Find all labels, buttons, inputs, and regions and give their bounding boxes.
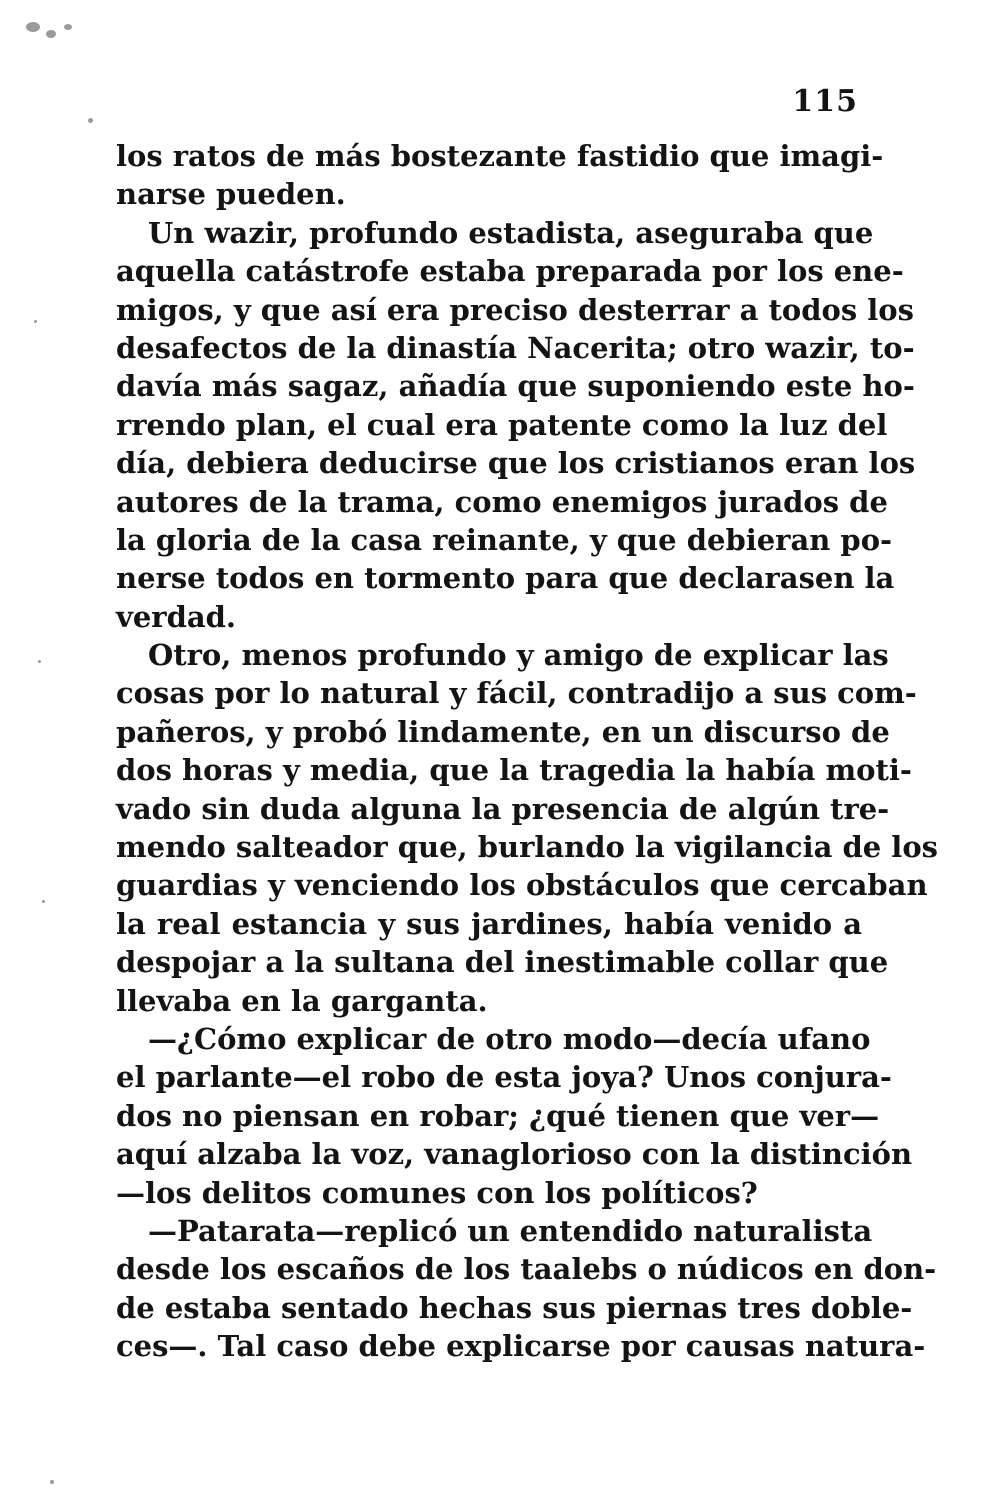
- text-line: el parlante—el robo de esta joya? Unos conjura-: [116, 1060, 892, 1095]
- text-line: dos no piensan en robar; ¿qué tienen que ver—: [116, 1098, 880, 1133]
- text-line: verdad.: [116, 599, 237, 634]
- text-line: cosas por lo natural y fácil, contradijo a sus com-: [116, 676, 917, 711]
- text-line: pañeros, y probó lindamente, en un discurso de: [116, 714, 890, 749]
- text-line: desde los escaños de los taalebs o núdicos en don-: [116, 1252, 937, 1287]
- text-line: migos, y que así era preciso desterrar a todos los: [116, 292, 914, 327]
- scan-speck: [34, 320, 37, 323]
- scan-speck: [88, 118, 93, 123]
- text-line: —¿Cómo explicar de otro modo—decía ufano: [148, 1021, 871, 1056]
- text-line: nerse todos en tormento para que declarasen la: [116, 561, 895, 596]
- text-line: desafectos de la dinastía Nacerita; otro wazir, to-: [116, 330, 915, 365]
- text-line: llevaba en la garganta.: [116, 983, 488, 1018]
- text-line: autores de la trama, como enemigos jurados de: [116, 484, 888, 519]
- text-line: —Pataratа—replicó un entendido naturalista: [148, 1213, 873, 1248]
- scan-speck: [50, 1480, 54, 1484]
- text-line: despojar a la sultana del inestimable collar que: [116, 945, 889, 980]
- text-line: narse pueden.: [116, 177, 346, 212]
- text-line: davía más sagaz, añadía que suponiendo este ho-: [116, 369, 915, 404]
- text-line: rrendo plan, el cual era patente como la luz del: [116, 407, 888, 442]
- text-line: —los delitos comunes con los políticos?: [116, 1175, 758, 1210]
- text-line: mendo salteador que, burlando la vigilancia de los: [116, 830, 938, 865]
- text-line: dos horas y media, que la tragedia la había moti-: [116, 753, 912, 788]
- text-line: Un wazir, profundo estadista, aseguraba que: [148, 215, 874, 250]
- scan-speck: [38, 660, 41, 663]
- scan-speck: [26, 22, 40, 32]
- text-line: la gloria de la casa reinante, y que debieran po-: [116, 522, 893, 557]
- text-line: Otro, menos profundo y amigo de explicar las: [148, 638, 889, 673]
- text-line: aquí alzaba la voz, vanaglorioso con la distinción: [116, 1137, 913, 1172]
- text-line: la real estancia y sus jardines, había venido a: [116, 906, 862, 941]
- page-number: 115: [792, 84, 858, 119]
- text-line: de estaba sentado hechas sus piernas tres doble-: [116, 1290, 913, 1325]
- text-line: guardias y venciendo los obstáculos que cercaban: [116, 868, 928, 903]
- text-line: los ratos de más bostezante fastidio que imagi-: [116, 139, 884, 173]
- text-line: ces—. Tal caso debe explicarse por causas natura-: [116, 1329, 926, 1364]
- scan-speck: [64, 24, 72, 30]
- text-line: día, debiera deducirse que los cristianos eran los: [116, 446, 916, 481]
- body-text: [116, 137, 938, 1366]
- scan-speck: [46, 30, 56, 38]
- text-line: aquella catástrofe estaba preparada por los ene-: [116, 254, 904, 289]
- scan-speck: [42, 900, 45, 903]
- text-line: vado sin duda alguna la presencia de algún tre-: [116, 791, 890, 826]
